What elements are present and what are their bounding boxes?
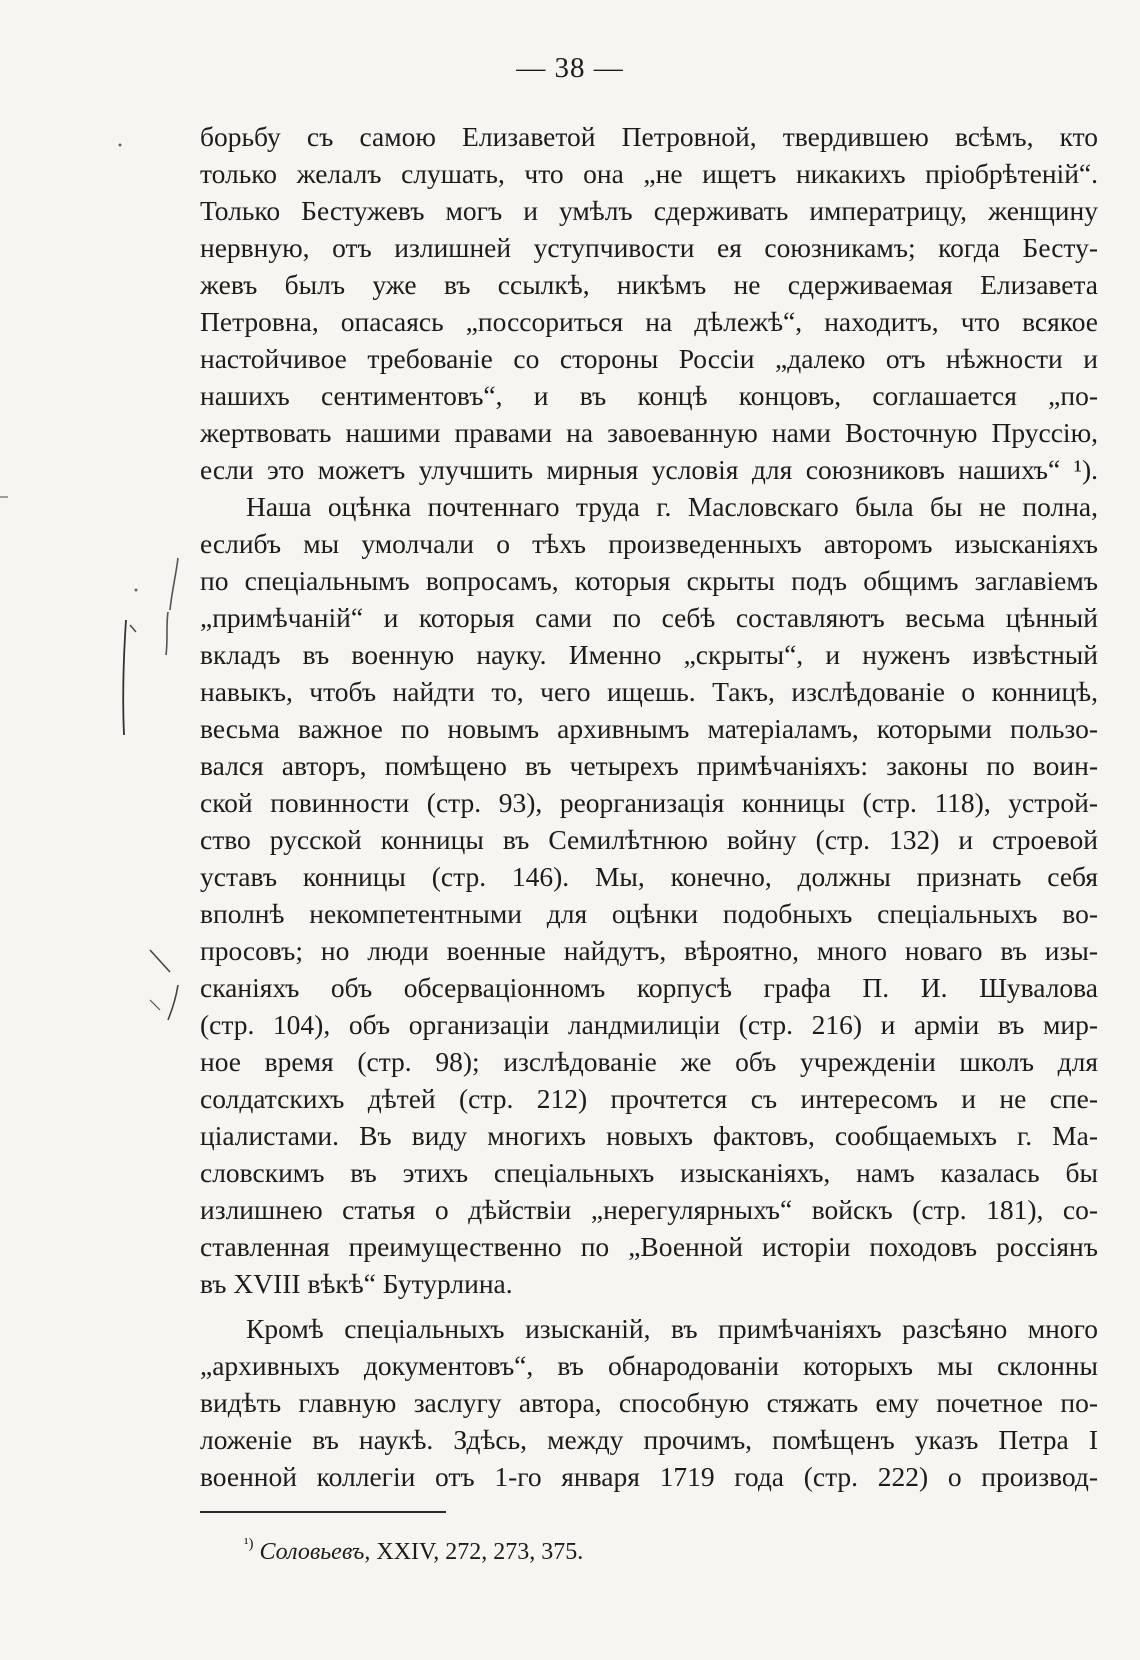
text-line: ложеніе въ наукѣ. Здѣсь, между прочимъ, помѣщенъ указъ Петра I	[200, 1424, 1098, 1455]
margin-bracket-mark	[168, 985, 178, 1020]
text-line: навыкъ, чтобъ найдти то, чего ищешь. Такъ, изслѣдованіе о конницѣ,	[200, 676, 1098, 707]
text-line: еслибъ мы умолчали о тѣхъ произведенныхъ авторомъ изысканіяхъ	[200, 528, 1098, 559]
margin-bracket-mark	[170, 558, 178, 610]
margin-dot	[135, 589, 138, 592]
margin-bracket-mark	[166, 612, 168, 655]
footnote	[244, 1530, 583, 1568]
text-line: вполнѣ некомпетентными для оцѣнки подобныхъ спеціальныхъ во-	[200, 898, 1098, 929]
text-line: (стр. 104), объ организаціи ландмилиціи (стр. 216) и арміи въ мир-	[200, 1009, 1098, 1040]
margin-tick-mark	[150, 1000, 160, 1010]
text-line: уставъ конницы (стр. 146). Мы, конечно, должны признать себя	[200, 861, 1098, 892]
text-line: Только Бестужевъ могъ и умѣлъ сдерживать императрицу, женщину	[200, 195, 1098, 226]
paragraph-1	[200, 118, 1098, 488]
text-line: видѣть главную заслугу автора, способную стяжать ему почетное по-	[200, 1387, 1098, 1418]
text-line: ное время (стр. 98); изслѣдованіе же объ учрежденіи школъ для	[200, 1046, 1098, 1077]
text-line: жевъ былъ уже въ ссылкѣ, никѣмъ не сдерживаемая Елизавета	[200, 269, 1098, 300]
text-line: только желалъ слушать, что она „не ищетъ никакихъ пріобрѣтеній“.	[200, 158, 1098, 189]
text-line: Кромѣ спеціальныхъ изысканій, въ примѣчаніяхъ разсѣяно много	[246, 1313, 1098, 1344]
margin-tick-mark	[130, 625, 136, 632]
paragraph-3	[200, 1310, 1098, 1495]
page-number: — 38 —	[516, 52, 624, 84]
text-line: сканіяхъ объ обсерваціонномъ корпусѣ графа П. И. Шувалова	[200, 972, 1098, 1003]
text-line: вался авторъ, помѣщено въ четырехъ примѣчаніяхъ: законы по воин-	[200, 750, 1098, 781]
text-line: „архивныхъ документовъ“, въ обнародованіи которыхъ мы склонны	[200, 1350, 1098, 1381]
margin-line-mark	[123, 620, 126, 735]
text-line: ціалистами. Въ виду многихъ новыхъ фактовъ, сообщаемыхъ г. Ма-	[200, 1120, 1098, 1151]
text-line: просовъ; но люди военные найдутъ, вѣроятно, много новаго въ изы-	[200, 935, 1098, 966]
text-line: „примѣчаній“ и которыя сами по себѣ составляютъ весьма цѣнный	[200, 602, 1098, 633]
text-line: солдатскихъ дѣтей (стр. 212) прочтется съ интересомъ и не спе-	[200, 1083, 1098, 1114]
body-text	[200, 118, 1098, 1495]
text-line: ской повинности (стр. 93), реорганизація конницы (стр. 118), устрой-	[200, 787, 1098, 818]
text-line: Наша оцѣнка почтеннаго труда г. Масловскаго была бы не полна,	[246, 491, 1098, 522]
footnote-reference: XXIV, 272, 273, 375.	[376, 1539, 584, 1565]
text-line: весьма важное по новымъ архивнымъ матеріаламъ, которыми пользо-	[200, 713, 1098, 744]
text-line: по спеціальнымъ вопросамъ, которыя скрыты подъ общимъ заглавіемъ	[200, 565, 1098, 596]
text-line: военной коллегіи отъ 1-го января 1719 года (стр. 222) о производ-	[200, 1461, 1098, 1492]
text-line: нервную, отъ излишней уступчивости ея союзникамъ; когда Бесту-	[200, 232, 1098, 263]
footnote-mark: ¹)	[244, 1536, 254, 1552]
text-line: Петровна, опасаясь „поссориться на дѣлежѣ“, находитъ, что всякое	[200, 306, 1098, 337]
text-line: нашихъ сентиментовъ“, и въ концѣ концовъ, соглашается „по-	[200, 380, 1098, 411]
text-line: борьбу съ самою Елизаветой Петровной, твердившею всѣмъ, кто	[200, 121, 1098, 152]
paragraph-gap	[200, 1302, 1098, 1310]
text-line: настойчивое требованіе со стороны Россіи „далеко отъ нѣжности и	[200, 343, 1098, 374]
footnote-author: Соловьевъ,	[259, 1539, 371, 1565]
text-line: ставленная преимущественно по „Военной исторіи походовъ россіянъ	[200, 1231, 1098, 1262]
margin-tick-mark	[150, 950, 170, 972]
margin-pencil-marks	[0, 0, 240, 1100]
text-line: жертвовать нашими правами на завоеванную нами Восточную Пруссію,	[200, 417, 1098, 448]
text-line: въ XVIII вѣкѣ“ Бутурлина.	[200, 1268, 513, 1299]
paragraph-2	[200, 488, 1098, 1302]
text-line: словскимъ въ этихъ спеціальныхъ изысканіяхъ, намъ казалась бы	[200, 1157, 1098, 1188]
footnote-rule	[200, 1511, 446, 1513]
margin-dot	[119, 144, 122, 147]
text-line: вкладъ въ военную науку. Именно „скрыты“, и нуженъ извѣстный	[200, 639, 1098, 670]
text-line: ство русской конницы въ Семилѣтнюю войну (стр. 132) и строевой	[200, 824, 1098, 855]
text-line: излишнею статья о дѣйствіи „нерегулярныхъ“ войскъ (стр. 181), со-	[200, 1194, 1098, 1225]
text-line: если это можетъ улучшить мирныя условія для союзниковъ нашихъ“ ¹).	[200, 454, 1098, 485]
